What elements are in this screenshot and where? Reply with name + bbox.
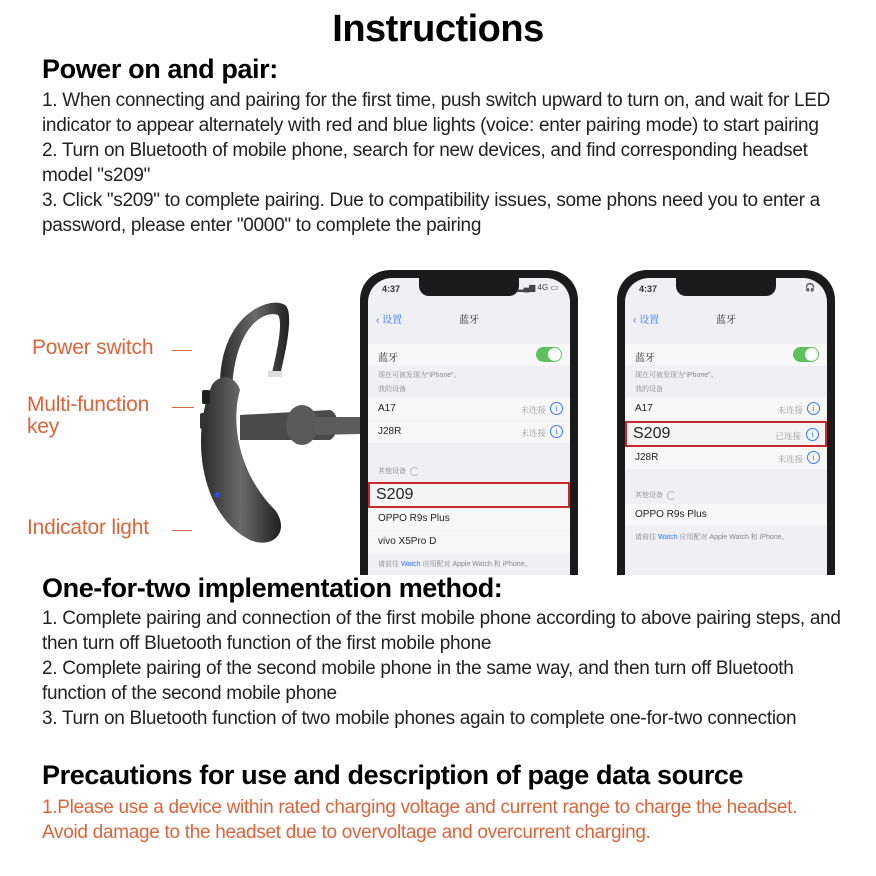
status-time: 4:37 xyxy=(639,284,658,294)
nav-bar xyxy=(625,308,827,328)
bluetooth-settings-screen: 4:37 ▂▄▆ 4G ▭ ‹ 设置 蓝牙 蓝牙 现在可被发现为“iPhone”。 我的设备 A17 未连接 i J28R 未连接 i 其他设备 S209 OPPO R9s Plus vivo X5Pro D 请前往 Watch 应用配对 Apple Watch 和 iPhone。 xyxy=(368,278,570,575)
info-icon[interactable]: i xyxy=(807,402,820,415)
nav-title: 蓝牙 xyxy=(716,315,736,326)
power-step-1: 1. When connecting and pairing for the first time, push switch upward to turn on, and wait for LED indicator to appear alternately with red and blue lights (voice: enter pairing mode) to start pairing xyxy=(42,90,831,136)
bluetooth-toggle-row[interactable]: 蓝牙 xyxy=(368,344,570,366)
back-button[interactable]: ‹ 设置 xyxy=(633,315,660,326)
device-row[interactable]: J28R 未连接 i xyxy=(625,447,827,469)
phone-notch xyxy=(419,278,519,296)
phone-screenshot-after xyxy=(617,270,835,575)
bluetooth-toggle-row[interactable]: 蓝牙 xyxy=(625,344,827,366)
headphones-icon: 🎧 xyxy=(805,283,815,292)
status-time: 4:37 xyxy=(382,284,401,294)
power-section-body xyxy=(42,88,842,238)
bluetooth-toggle[interactable] xyxy=(536,347,562,362)
leader-line xyxy=(172,530,192,531)
device-row-s209-highlighted[interactable]: S209 xyxy=(368,482,570,508)
device-row[interactable]: OPPO R9s Plus xyxy=(368,508,570,530)
one-for-two-body xyxy=(42,606,842,731)
info-icon[interactable]: i xyxy=(806,428,819,441)
power-section-heading: Power on and pair: xyxy=(42,54,278,84)
indicator-led-icon xyxy=(215,493,220,498)
label-indicator-light: Indicator light xyxy=(27,516,149,539)
leader-line xyxy=(172,350,192,351)
info-icon[interactable]: i xyxy=(807,451,820,464)
one-for-two-step-2: 2. Complete pairing of the second mobile phone in the same way, and then turn off Bluetooth function of the second mobile phone xyxy=(42,658,794,704)
back-button[interactable]: ‹ 设置 xyxy=(376,315,403,326)
label-multi-function-key: Multi-function key xyxy=(27,393,150,438)
device-row[interactable]: OPPO R9s Plus xyxy=(625,504,827,526)
label-power-switch: Power switch xyxy=(32,336,154,359)
leader-line xyxy=(172,407,194,408)
precautions-heading: Precautions for use and description of page data source xyxy=(42,760,744,790)
bluetooth-settings-screen: 4:37 🎧 ‹ 设置 蓝牙 蓝牙 现在可被发现为“iPhone”。 我的设备 A17 未连接 i S209 已连接 i J28R 未连接 i 其他设备 OPPO R9s Plus 请前往 Watch 应用配对 Apple Watch 和 iPhone。 xyxy=(625,278,827,575)
nav-title: 蓝牙 xyxy=(459,315,479,326)
loading-spinner-icon xyxy=(667,491,676,500)
watch-link: Watch xyxy=(400,561,421,568)
device-row-s209-highlighted[interactable]: S209 已连接 i xyxy=(625,421,827,447)
device-row[interactable]: A17 未连接 i xyxy=(625,398,827,420)
precaution-1: 1.Please use a device within rated charging voltage and current range to charge the headset. Avoid damage to the headset due to overvoltage and overcurrent charging. xyxy=(42,797,798,843)
info-icon[interactable]: i xyxy=(550,425,563,438)
phone-notch xyxy=(676,278,776,296)
one-for-two-heading: One-for-two implementation method: xyxy=(42,573,503,603)
bluetooth-toggle[interactable] xyxy=(793,347,819,362)
device-row[interactable]: vivo X5Pro D xyxy=(368,531,570,553)
one-for-two-step-1: 1. Complete pairing and connection of the first mobile phone according to above pairing steps, and then turn off Bluetooth function of the first mobile phone xyxy=(42,608,841,654)
page-title: Instructions xyxy=(332,8,544,50)
power-step-3: 3. Click "s209" to complete pairing. Due to compatibility issues, some phons need you to enter a password, please enter "0000" to complete the pairing xyxy=(42,190,820,236)
one-for-two-step-3: 3. Turn on Bluetooth function of two mobile phones again to complete one-for-two connection xyxy=(42,708,797,729)
power-step-2: 2. Turn on Bluetooth of mobile phone, search for new devices, and find corresponding headset model "s209" xyxy=(42,140,808,186)
signal-battery-icon: ▂▄▆ 4G ▭ xyxy=(517,283,558,292)
precautions-body xyxy=(42,795,842,845)
phone-screenshot-before xyxy=(360,270,578,575)
device-row[interactable]: A17 未连接 i xyxy=(368,398,570,420)
info-icon[interactable]: i xyxy=(550,402,563,415)
loading-spinner-icon xyxy=(410,467,419,476)
nav-bar xyxy=(368,308,570,328)
watch-link: Watch xyxy=(657,534,678,541)
device-row[interactable]: J28R 未连接 i xyxy=(368,421,570,443)
